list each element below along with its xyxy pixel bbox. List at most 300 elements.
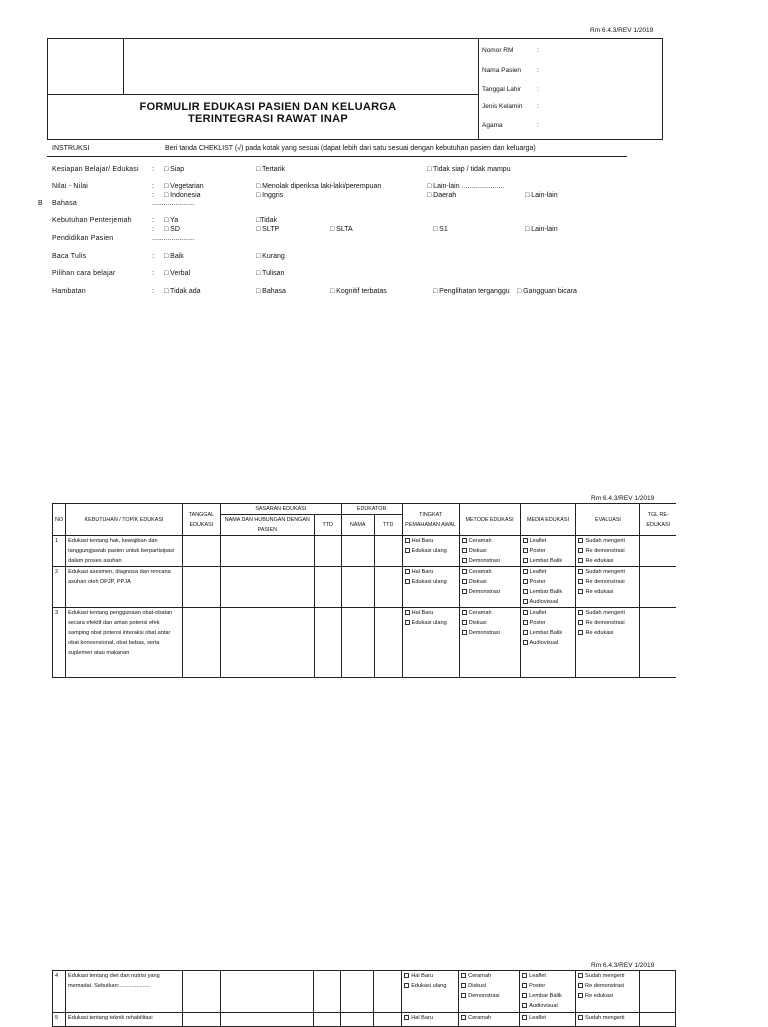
cell-nama-hubungan[interactable] [220, 567, 314, 608]
cell-ttd-edukator[interactable] [374, 1013, 402, 1027]
option-label: Re demonstrasi [585, 620, 625, 626]
checkbox-diskusi[interactable] [462, 546, 518, 556]
option-label: Audiovisual [529, 1003, 558, 1009]
row-no: 1 [53, 536, 66, 567]
cell-media [520, 536, 576, 567]
bahasa-dots: ...................... [152, 200, 195, 207]
option-penglihatan[interactable]: □ Penglihatan terganggu [433, 288, 510, 295]
table-row [53, 1013, 676, 1027]
cell-nama-edukator[interactable] [341, 608, 374, 678]
instruksi-underline [47, 156, 627, 157]
checkbox-leaflet[interactable] [523, 567, 574, 577]
option-vegetarian[interactable]: □ Vegetarian [164, 183, 204, 190]
pendidikan-dots: ...................... [152, 235, 195, 242]
checkbox-box[interactable] [522, 973, 527, 978]
option-tulisan[interactable]: □ Tulisan [256, 270, 285, 277]
option-inggris[interactable]: □ Inggris [256, 192, 284, 199]
checkbox-box[interactable] [578, 993, 583, 998]
checkbox-box[interactable] [462, 589, 467, 594]
checkbox-edukasi-ulang[interactable] [404, 981, 456, 991]
option-label: Demonstrasi [468, 589, 500, 595]
option-label: Poster [529, 579, 546, 585]
row-no: 5 [53, 1013, 66, 1027]
colon: : [152, 226, 154, 233]
bahasa-prefix: B [38, 200, 43, 207]
checkbox-box[interactable] [405, 548, 410, 553]
cell-metode [459, 608, 520, 678]
row-topik: Edukasi tentang hak, kewajiban dan tanggungjawab pasien untuk berpartisipasi dalam proses asuhan [66, 536, 183, 567]
colon: : [152, 192, 154, 199]
checkbox-box[interactable] [405, 569, 410, 574]
cell-media [520, 567, 576, 608]
option-siap[interactable]: □ Siap [164, 166, 185, 173]
cell-metode [459, 536, 520, 567]
option-label: Lembar Balik [529, 558, 563, 564]
checkbox-box[interactable] [578, 983, 583, 988]
checkbox-sudah-mengerti[interactable] [578, 971, 637, 981]
option-label: Ceramah [468, 569, 492, 575]
option-label: Ceramah [468, 973, 492, 979]
field-jenis-kelamin [482, 103, 539, 110]
cell-nama-hubungan[interactable] [220, 971, 314, 1013]
checkbox-box[interactable] [578, 620, 583, 625]
checkbox-demonstrasi[interactable] [461, 991, 517, 1001]
label-bahasa: Bahasa [52, 200, 77, 207]
colon: : [537, 103, 539, 110]
col-ttd-sasaran: TTD [314, 515, 341, 536]
option-tidak[interactable]: □Tidak [256, 217, 278, 224]
option-bahasa[interactable]: □ Bahasa [256, 288, 286, 295]
checkbox-box[interactable] [461, 1015, 466, 1020]
checkbox-box[interactable] [462, 630, 467, 635]
option-label: Edukasi ulang [411, 983, 447, 989]
label-penterjemah: Kebutuhan Penterjemah [52, 217, 132, 224]
form-title-line2: TERINTEGRASI RAWAT INAP [187, 113, 349, 125]
checkbox-box[interactable] [578, 589, 583, 594]
education-table [52, 503, 676, 678]
checkbox-diskusi[interactable] [461, 981, 517, 991]
option-label: Ceramah [468, 610, 492, 616]
cell-nama-edukator[interactable] [341, 536, 374, 567]
option-gangguan-bicara[interactable]: □ Gangguan bicara [517, 288, 577, 295]
label-hambatan: Hambatan [52, 288, 86, 295]
field-nama-pasien [482, 67, 539, 74]
option-label: Leaflet [529, 610, 547, 616]
cell-metode [459, 567, 520, 608]
checkbox-box[interactable] [523, 599, 528, 604]
checkbox-box[interactable] [522, 1003, 527, 1008]
checkbox-poster[interactable] [523, 546, 574, 556]
label-nomor-rm: Nomor RM [482, 47, 514, 54]
cell-ttd-edukator[interactable] [374, 608, 402, 678]
checkbox-box[interactable] [523, 630, 528, 635]
checkbox-box[interactable] [462, 579, 467, 584]
checkbox-lembar-balik[interactable] [523, 628, 574, 638]
checkbox-box[interactable] [404, 1015, 409, 1020]
checkbox-poster[interactable] [522, 981, 573, 991]
checkbox-hal-baru[interactable] [404, 971, 456, 981]
option-tertarik[interactable]: □ Tertarik [256, 166, 285, 173]
colon: : [537, 67, 539, 74]
cell-tgl-reedukasi[interactable] [640, 567, 676, 608]
option-lain-lain-nilai[interactable]: □ Lain-lain ...................... [427, 183, 505, 190]
option-daerah[interactable]: □ Daerah [427, 192, 457, 199]
education-table-continued [52, 970, 676, 1027]
label-baca-tulis: Baca Tulis [52, 253, 87, 260]
cell-metode [459, 1013, 520, 1027]
checkbox-edukasi-ulang[interactable] [405, 618, 457, 628]
checkbox-ceramah[interactable] [461, 971, 517, 981]
option-label: Re demonstrasi [585, 548, 625, 554]
option-label: Lembar Balik [529, 630, 563, 636]
checkbox-box[interactable] [404, 983, 409, 988]
checkbox-re-demonstrasi[interactable] [578, 981, 637, 991]
option-kognitif[interactable]: □ Kognitif terbatas [330, 288, 387, 295]
col-nama-edukator: NAMA [341, 515, 374, 536]
checkbox-sudah-mengerti[interactable] [578, 608, 637, 618]
option-label: Hal Baru [411, 1015, 433, 1021]
option-label: Sudah mengerti [585, 538, 625, 544]
cell-ttd-edukator[interactable] [374, 536, 402, 567]
option-label: Poster [529, 620, 546, 626]
checkbox-lembar-balik[interactable] [523, 587, 574, 597]
option-verbal[interactable]: □ Verbal [164, 270, 191, 277]
checkbox-leaflet[interactable] [522, 971, 573, 981]
cell-evaluasi [576, 567, 640, 608]
table-row [53, 567, 677, 608]
colon: : [152, 183, 154, 190]
checkbox-box[interactable] [462, 610, 467, 615]
checkbox-edukasi-ulang[interactable] [405, 546, 457, 556]
field-agama [482, 122, 539, 129]
col-ttd-edukator: TTD [374, 515, 402, 536]
cell-pemahaman [402, 567, 459, 608]
checkbox-box[interactable] [405, 620, 410, 625]
option-label: Audiovisual [529, 599, 559, 605]
option-lain-lain-bahasa[interactable]: □ Lain-lain [525, 192, 558, 199]
checkbox-re-edukasi[interactable] [578, 628, 637, 638]
cell-media [520, 971, 576, 1013]
cell-nama-hubungan[interactable] [220, 608, 314, 678]
option-label: Hal Baru [411, 569, 434, 575]
checkbox-re-demonstrasi[interactable] [578, 577, 637, 587]
colon: : [537, 47, 539, 54]
cell-tanggal[interactable] [182, 1013, 220, 1027]
label-cara-belajar: Pilihan cara belajar [52, 270, 116, 277]
checkbox-leaflet[interactable] [523, 608, 574, 618]
option-label: Sudah mengerti [585, 1015, 625, 1021]
option-label: Sudah mengerti [585, 569, 625, 575]
option-label: Sudah mengerti [585, 973, 625, 979]
cell-nama-edukator[interactable] [341, 567, 374, 608]
cell-tanggal[interactable] [182, 536, 220, 567]
checkbox-box[interactable] [578, 579, 583, 584]
cell-tgl-reedukasi[interactable] [640, 1013, 676, 1027]
checkbox-box[interactable] [578, 569, 583, 574]
option-label: Re edukasi [585, 558, 614, 564]
option-label: Leaflet [529, 538, 547, 544]
col-nama-hubungan: NAMA DAN HUBUNGAN DENGAN PASIEN [220, 515, 314, 536]
checkbox-box[interactable] [522, 993, 527, 998]
instruksi-text: Beri tanda CHEKLIST (√) pada kotak yang sesuai (dapat lebih dari satu sesuai dengan kebutuhan pasien dan keluarga) [165, 145, 536, 152]
row-no: 3 [53, 608, 66, 678]
option-sltp[interactable]: □ SLTP [256, 226, 280, 233]
cell-pemahaman [402, 1013, 459, 1027]
cell-media [520, 1013, 576, 1027]
option-label: Demonstrasi [468, 558, 500, 564]
colon: : [152, 253, 154, 260]
field-tanggal-lahir [482, 86, 539, 93]
cell-ttd-edukator[interactable] [374, 567, 402, 608]
option-label: Lembar Balik [529, 993, 562, 999]
colon: : [152, 288, 154, 295]
option-label: Re edukasi [585, 630, 614, 636]
checkbox-hal-baru[interactable] [405, 536, 457, 546]
colon: : [537, 86, 539, 93]
option-label: Hal Baru [411, 610, 434, 616]
option-label: Hal Baru [411, 973, 433, 979]
option-label: Re demonstrasi [585, 579, 625, 585]
option-tidak-siap[interactable]: □ Tidak siap / tidak mampu [427, 166, 511, 173]
checkbox-box[interactable] [578, 1015, 583, 1020]
checkbox-sudah-mengerti[interactable] [578, 1013, 637, 1023]
checkbox-box[interactable] [578, 610, 583, 615]
col-metode: METODE EDUKASI [459, 504, 520, 536]
checkbox-box[interactable] [578, 558, 583, 563]
option-label: Diskusi [468, 548, 487, 554]
label-nilai: Nilai - Nilai [52, 183, 89, 190]
option-label: Leaflet [529, 973, 546, 979]
checkbox-re-edukasi[interactable] [578, 587, 637, 597]
table-row [53, 536, 677, 567]
table-row [53, 971, 676, 1013]
option-label: Hal Baru [411, 538, 434, 544]
colon: : [152, 217, 154, 224]
field-nomor-rm [482, 47, 539, 54]
checkbox-box[interactable] [404, 973, 409, 978]
checkbox-demonstrasi[interactable] [462, 556, 518, 566]
col-topik: KEBUTUHAN / TOPIK EDUKASI [66, 504, 183, 536]
col-tanggal: TANGGAL EDUKASI [182, 504, 220, 536]
cell-ttd[interactable] [314, 608, 341, 678]
checkbox-re-edukasi[interactable] [578, 556, 637, 566]
checkbox-sudah-mengerti[interactable] [578, 567, 637, 577]
option-sd[interactable]: □ SD [164, 226, 180, 233]
checkbox-box[interactable] [405, 538, 410, 543]
cell-pemahaman [402, 608, 459, 678]
option-label: Poster [529, 548, 546, 554]
option-label: Re edukasi [585, 589, 614, 595]
checkbox-ceramah[interactable] [462, 536, 518, 546]
checkbox-box[interactable] [523, 610, 528, 615]
option-label: Leaflet [529, 1015, 546, 1021]
checkbox-ceramah[interactable] [462, 608, 518, 618]
checkbox-box[interactable] [461, 983, 466, 988]
cell-ttd[interactable] [314, 536, 341, 567]
cell-tanggal[interactable] [182, 971, 220, 1013]
option-label: Diskusi [468, 983, 487, 989]
cell-tanggal[interactable] [182, 608, 220, 678]
label-nama-pasien: Nama Pasien [482, 67, 522, 74]
option-label: Lembar Balik [529, 589, 563, 595]
cell-media [520, 608, 576, 678]
cell-nama-hubungan[interactable] [220, 1013, 314, 1027]
option-label: Edukasi ulang [411, 548, 447, 554]
row-topik: Edukasi asesmen, diagnosa dan rencana asuhan oleh DPJP, PPJA [66, 567, 183, 608]
rev-code-bottom: Rm 6.4.3/REV 1/2019 [591, 962, 655, 969]
cell-nama-edukator[interactable] [341, 1013, 374, 1027]
cell-ttd[interactable] [314, 971, 341, 1013]
checkbox-box[interactable] [462, 569, 467, 574]
option-label: Edukasi ulang [411, 620, 447, 626]
option-label: Ceramah [468, 538, 492, 544]
checkbox-box[interactable] [462, 548, 467, 553]
checkbox-re-demonstrasi[interactable] [578, 546, 637, 556]
checkbox-box[interactable] [522, 983, 527, 988]
col-tingkat: TINGKAT PEMAHAMAN AWAL [402, 504, 459, 536]
checkbox-box[interactable] [461, 993, 466, 998]
checkbox-audiovisual[interactable] [522, 1001, 573, 1011]
col-edukator: EDUKATOR [341, 504, 402, 515]
option-label: Demonstrasi [468, 993, 500, 999]
checkbox-audiovisual[interactable] [523, 638, 574, 648]
col-media: MEDIA EDUKASI [520, 504, 576, 536]
row-topik: Edukasi tentang teknik rehabilitasi [65, 1013, 182, 1027]
checkbox-sudah-mengerti[interactable] [578, 536, 637, 546]
checkbox-box[interactable] [522, 1015, 527, 1020]
option-label: Diskusi [468, 579, 487, 585]
checkbox-demonstrasi[interactable] [462, 628, 518, 638]
checkbox-hal-baru[interactable] [404, 1013, 456, 1023]
checkbox-hal-baru[interactable] [405, 567, 457, 577]
option-s1[interactable]: □ S1 [433, 226, 448, 233]
checkbox-lembar-balik[interactable] [523, 556, 574, 566]
option-label: Re edukasi [585, 993, 614, 999]
col-tgl-reedukasi: TGL RE-EDUKASI [640, 504, 676, 536]
option-label: Diskusi [468, 620, 487, 626]
col-no: NO [53, 504, 66, 536]
label-pendidikan: Pendidikan Pasien [52, 235, 114, 242]
checkbox-box[interactable] [462, 620, 467, 625]
checkbox-edukasi-ulang[interactable] [405, 577, 457, 587]
cell-evaluasi [576, 1013, 640, 1027]
checkbox-box[interactable] [523, 558, 528, 563]
colon: : [537, 122, 539, 129]
option-label: Poster [529, 983, 546, 989]
option-label: Edukasi ulang [411, 579, 447, 585]
checkbox-ceramah[interactable] [462, 567, 518, 577]
checkbox-box[interactable] [523, 569, 528, 574]
checkbox-demonstrasi[interactable] [462, 587, 518, 597]
cell-ttd[interactable] [314, 567, 341, 608]
table-row [53, 608, 677, 678]
option-label: Ceramah [468, 1015, 492, 1021]
cell-nama-hubungan[interactable] [220, 536, 314, 567]
checkbox-box[interactable] [523, 548, 528, 553]
colon: : [152, 166, 154, 173]
checkbox-diskusi[interactable] [462, 577, 518, 587]
option-menolak[interactable]: □ Menolak diperiksa laki-laki/perempuan [256, 183, 382, 190]
option-baik[interactable]: □ Baik [164, 253, 184, 260]
label-kesiapan: Kesiapan Belajar/ Edukasi [52, 166, 139, 173]
colon: : [152, 270, 154, 277]
row-topik: Edukasi tentang diet dan nutrisi yang memadai. Sebutkan:.................... [65, 971, 182, 1013]
option-label: Audiovisual [529, 640, 559, 646]
checkbox-box[interactable] [405, 579, 410, 584]
label-tanggal-lahir: Tanggal Lahir [482, 86, 522, 93]
checkbox-box[interactable] [523, 589, 528, 594]
cell-tanggal[interactable] [182, 567, 220, 608]
checkbox-box[interactable] [578, 538, 583, 543]
cell-nama-edukator[interactable] [341, 971, 374, 1013]
checkbox-box[interactable] [578, 630, 583, 635]
option-slta[interactable]: □ SLTA [330, 226, 353, 233]
row-no: 2 [53, 567, 66, 608]
checkbox-diskusi[interactable] [462, 618, 518, 628]
checkbox-re-edukasi[interactable] [578, 991, 637, 1001]
option-tidak-ada[interactable]: □ Tidak ada [164, 288, 201, 295]
option-label: Sudah mengerti [585, 610, 625, 616]
option-label: Demonstrasi [468, 630, 500, 636]
cell-pemahaman [402, 971, 459, 1013]
cell-evaluasi [576, 971, 640, 1013]
checkbox-ceramah[interactable] [461, 1013, 517, 1023]
checkbox-poster[interactable] [523, 577, 574, 587]
cell-tgl-reedukasi[interactable] [640, 536, 676, 567]
checkbox-box[interactable] [462, 538, 467, 543]
cell-tgl-reedukasi[interactable] [640, 971, 676, 1013]
checkbox-box[interactable] [523, 538, 528, 543]
cell-tgl-reedukasi[interactable] [640, 608, 676, 678]
checkbox-leaflet[interactable] [522, 1013, 573, 1023]
cell-evaluasi [576, 608, 640, 678]
rev-code-middle: Rm 6.4.3/REV 1/2019 [591, 495, 655, 502]
row-no: 4 [53, 971, 66, 1013]
option-lain-lain-pendidikan[interactable]: □ Lain-lain [525, 226, 558, 233]
checkbox-audiovisual[interactable] [523, 597, 574, 607]
label-agama: Agama [482, 122, 503, 129]
cell-ttd[interactable] [314, 1013, 341, 1027]
checkbox-box[interactable] [523, 640, 528, 645]
option-indonesia[interactable]: □ Indonesia [164, 192, 201, 199]
cell-metode [459, 971, 520, 1013]
form-title-line1: FORMULIR EDUKASI PASIEN DAN KELUARGA [139, 101, 397, 113]
checkbox-box[interactable] [462, 558, 467, 563]
checkbox-lembar-balik[interactable] [522, 991, 573, 1001]
cell-pemahaman [402, 536, 459, 567]
checkbox-box[interactable] [578, 548, 583, 553]
checkbox-re-demonstrasi[interactable] [578, 618, 637, 628]
checkbox-box[interactable] [578, 973, 583, 978]
checkbox-poster[interactable] [523, 618, 574, 628]
col-sasaran: SASARAN EDUKASI [220, 504, 341, 515]
checkbox-box[interactable] [461, 973, 466, 978]
option-label: Leaflet [529, 569, 547, 575]
checkbox-box[interactable] [523, 579, 528, 584]
row-topik: Edukasi tentang penggunaan obat-obatan secara efektif dan aman potensi efek samping obat potensi interaksi obat antar obat konvensional, obat bebas, serta suplemen atau makanan [66, 608, 183, 678]
cell-ttd-edukator[interactable] [374, 971, 402, 1013]
checkbox-leaflet[interactable] [523, 536, 574, 546]
option-label: Re demonstrasi [585, 983, 625, 989]
checkbox-box[interactable] [405, 610, 410, 615]
header-box [47, 38, 663, 140]
option-ya[interactable]: □ Ya [164, 217, 179, 224]
checkbox-hal-baru[interactable] [405, 608, 457, 618]
checkbox-box[interactable] [523, 620, 528, 625]
col-evaluasi: EVALUASI [576, 504, 640, 536]
option-kurang[interactable]: □ Kurang [256, 253, 285, 260]
instruksi-label: INSTRUKSI [52, 145, 90, 152]
